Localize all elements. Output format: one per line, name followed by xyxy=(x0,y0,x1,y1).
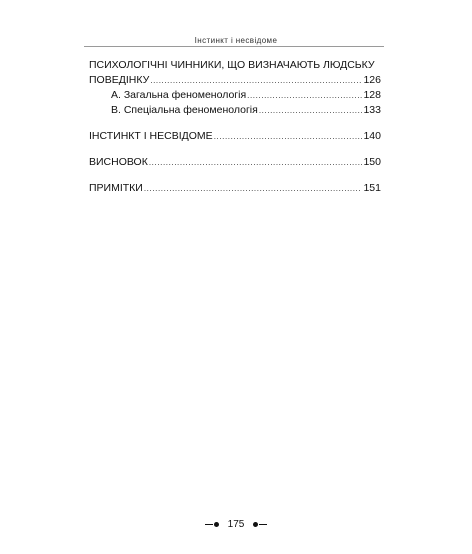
header-rule xyxy=(84,46,384,47)
page-footer xyxy=(0,519,472,530)
page-number: 175 xyxy=(227,519,245,530)
toc-entry-title: A. Загальна феноменологія xyxy=(111,89,247,101)
toc-entry-page: 133 xyxy=(363,104,381,116)
toc-entry-title-line1: ПСИХОЛОГІЧНІ ЧИННИКИ, ЩО ВИЗНАЧАЮТЬ ЛЮДСЬКУ xyxy=(89,59,375,71)
table-of-contents xyxy=(89,58,381,196)
toc-entry-title-line2: ПОВЕДІНКУ xyxy=(89,74,150,86)
toc-entry-general-phenomenology xyxy=(89,88,381,103)
footer-ornament-left xyxy=(205,522,220,527)
toc-entry-page: 150 xyxy=(363,156,381,168)
dot-leader xyxy=(214,129,363,144)
toc-entry-page: 140 xyxy=(363,130,381,142)
toc-entry-special-phenomenology xyxy=(89,103,381,118)
dot-leader xyxy=(144,181,363,196)
dot-leader xyxy=(150,73,362,88)
toc-entry-instinct xyxy=(89,129,381,144)
dot-leader xyxy=(149,155,363,170)
toc-entry-notes xyxy=(89,181,381,196)
running-header: Інстинкт і несвідоме xyxy=(194,36,278,45)
toc-entry-page: 128 xyxy=(363,89,381,101)
toc-entry-title: ІНСТИНКТ І НЕСВІДОМЕ xyxy=(89,130,213,142)
toc-entry-conclusion xyxy=(89,155,381,170)
toc-entry-page: 126 xyxy=(363,74,381,86)
toc-entry-psychological-factors xyxy=(89,58,381,88)
dot-leader xyxy=(259,103,363,118)
dot-leader xyxy=(247,88,362,103)
footer-ornament-right xyxy=(252,522,267,527)
toc-entry-page: 151 xyxy=(363,182,381,194)
toc-entry-title: B. Спеціальна феноменологія xyxy=(111,104,258,116)
toc-entry-title: ВИСНОВОК xyxy=(89,156,148,168)
toc-entry-title: ПРИМІТКИ xyxy=(89,182,143,194)
